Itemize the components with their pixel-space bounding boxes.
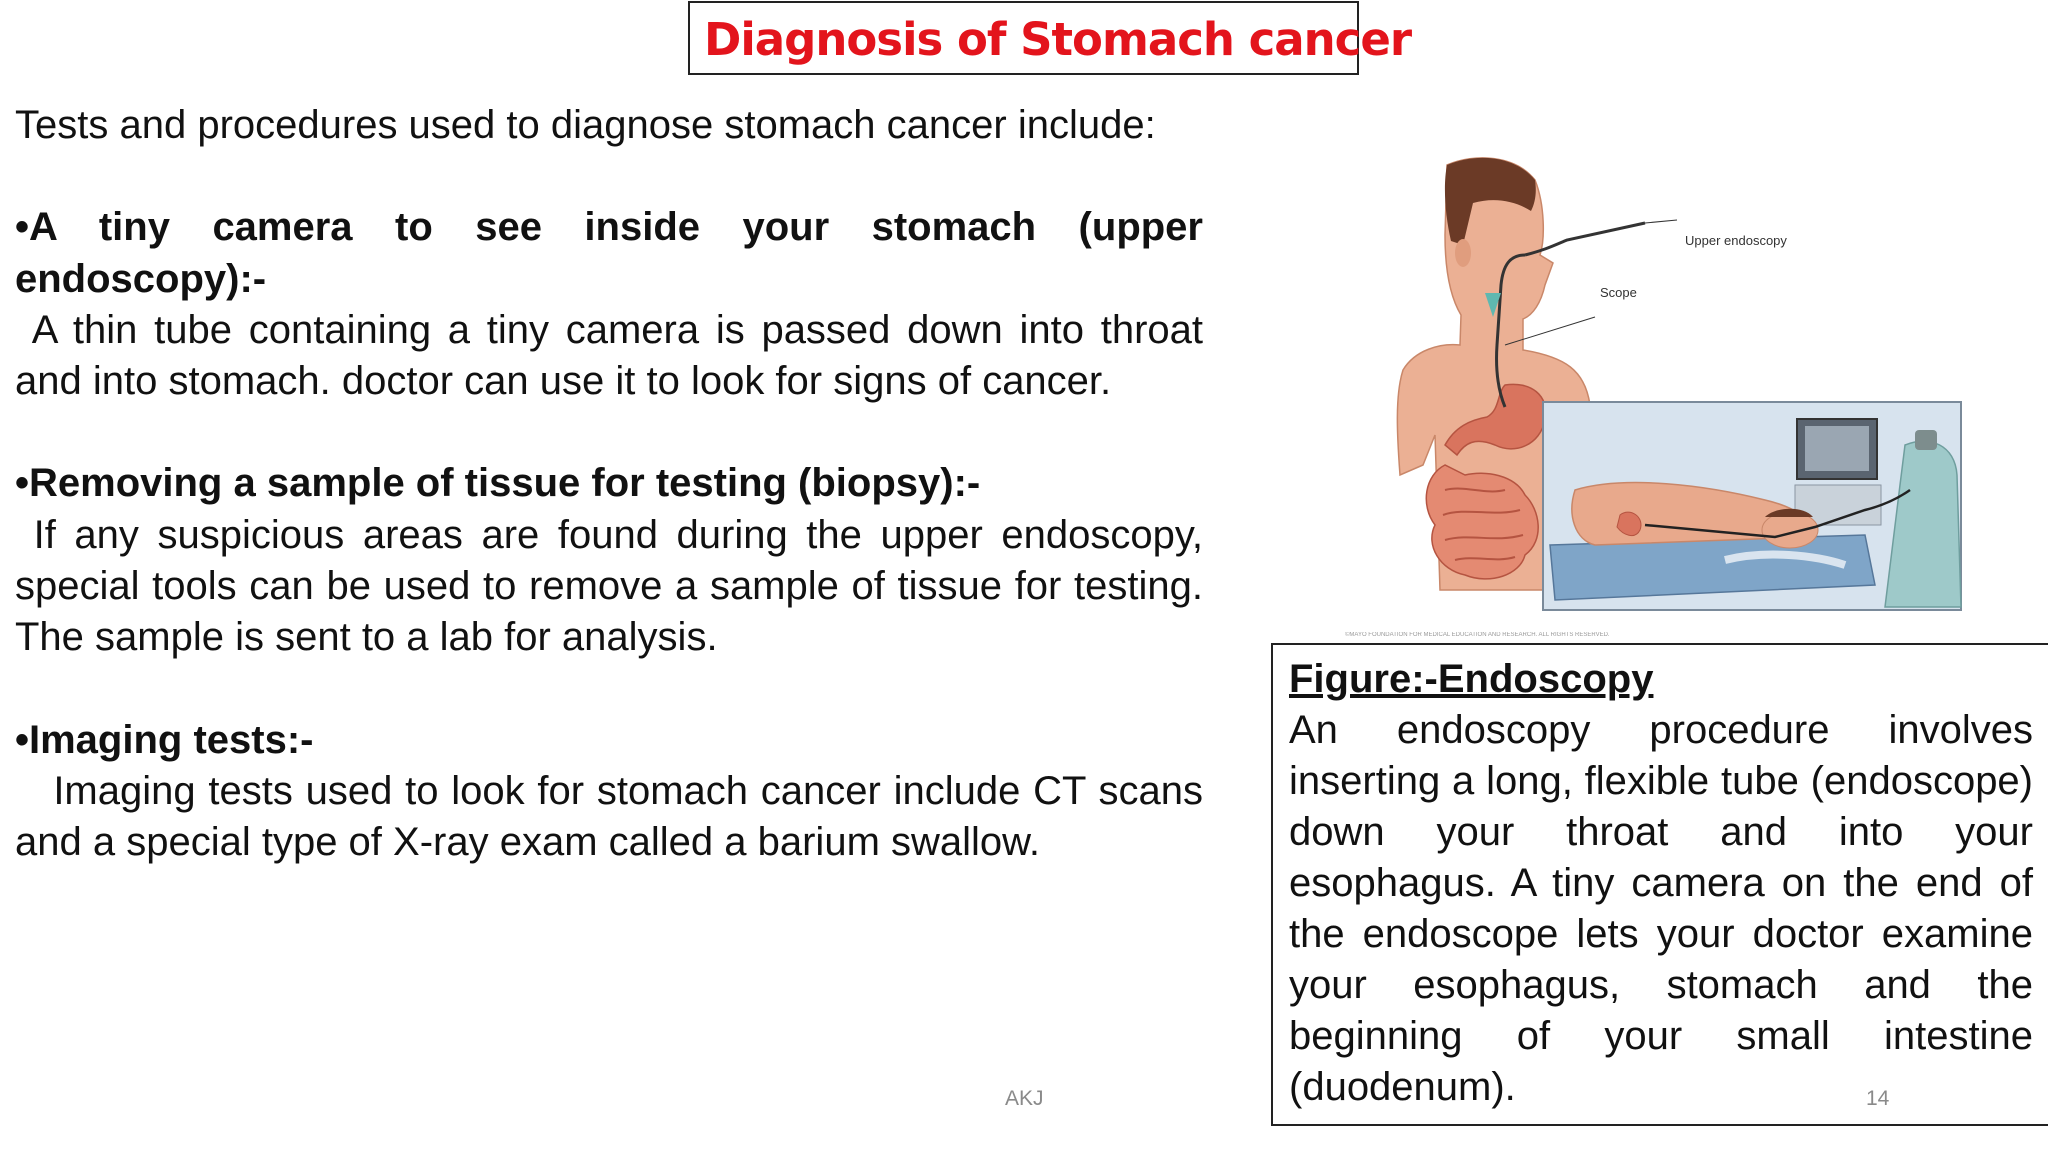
intro-text: Tests and procedures used to diagnose stomach cancer include: [15, 103, 1156, 147]
section-body-endoscopy: A thin tube containing a tiny camera is passed down into throat and into stomach. doctor can use it to look for signs of cancer. [15, 307, 1203, 404]
figure-credit: ©MAYO FOUNDATION FOR MEDICAL EDUCATION AND RESEARCH. ALL RIGHTS RESERVED. [1345, 632, 1610, 638]
caption-body: An endoscopy procedure involves inserting a long, flexible tube (endoscope) down your throat and into your esophagus. A tiny camera on the end of the endoscope lets your doctor examine your esophagus, stomach and the beginning of your small intestine (duodenum). [1289, 708, 2033, 1109]
procedure-scene [1543, 402, 1961, 610]
section-heading-imaging: •Imaging tests:- [15, 717, 314, 762]
caption-title: Figure:-Endoscopy [1289, 657, 1654, 701]
figure-caption [1289, 654, 2033, 1113]
section-body-imaging: Imaging tests used to look for stomach cancer include CT scans and a special type of X-ray exam called a barium swallow. [15, 768, 1203, 865]
main-content [15, 100, 1203, 869]
title-box [688, 1, 1412, 75]
footer-author: AKJ [1005, 1087, 1044, 1110]
label-scope: Scope [1600, 285, 1637, 300]
slide-title: Diagnosis of Stomach cancer [704, 13, 1412, 66]
section-body-biopsy: If any suspicious areas are found during the upper endoscopy, special tools can be used to remove a sample of tissue for testing. The sample is sent to a lab for analysis. [15, 512, 1203, 660]
figure-caption-box [1271, 643, 2048, 1126]
section-heading-biopsy: •Removing a sample of tissue for testing (biopsy):- [15, 461, 981, 506]
endoscopy-illustration [1345, 145, 1965, 640]
section-heading-endoscopy: •A tiny camera to see inside your stomach (upper endoscopy):- [15, 205, 1203, 301]
page-number: 14 [1866, 1087, 1890, 1110]
label-upper-endoscopy: Upper endoscopy [1685, 233, 1787, 248]
